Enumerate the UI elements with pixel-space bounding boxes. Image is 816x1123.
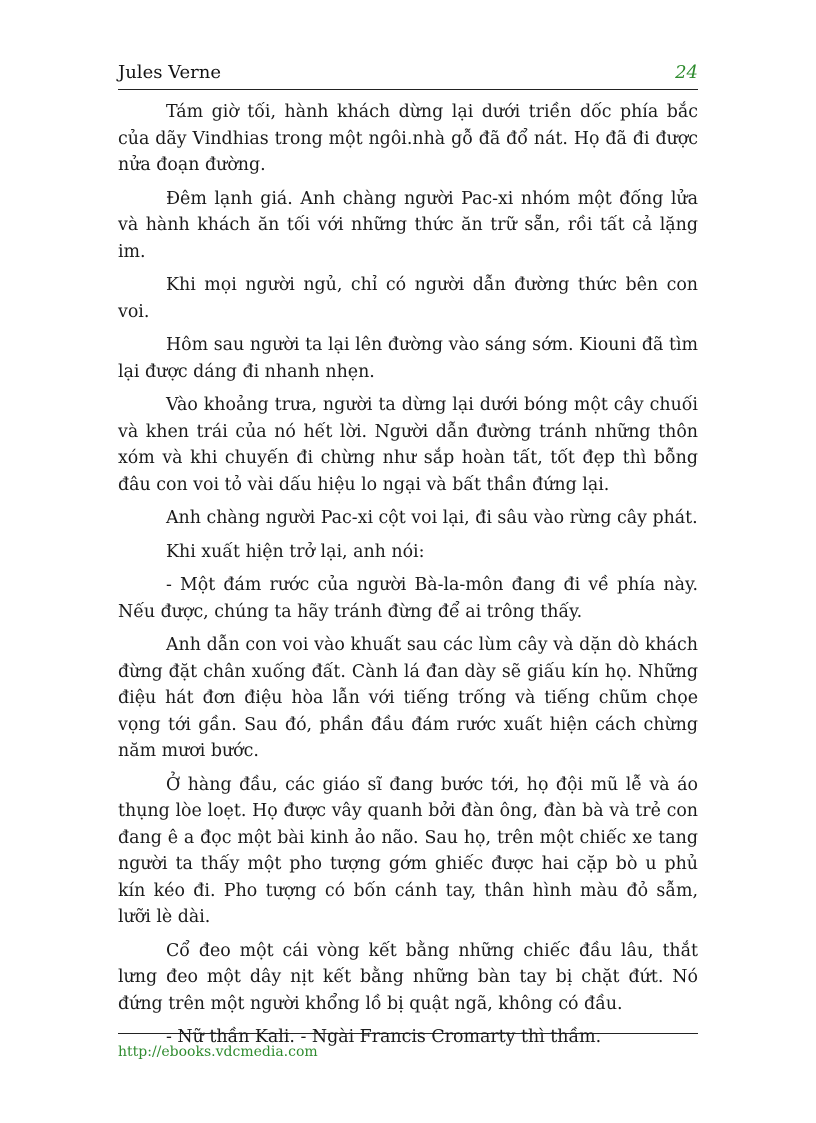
paragraph: Anh dẫn con voi vào khuất sau các lùm cây và dặn dò khách đừng đặt chân xuống đất. Cành lá đan dày sẽ giấu kín họ. Những điệu hát đơn điệu hòa lẫn với tiếng trống và tiếng chũm chọe vọng tới gần. Sau đó, phần đầu đám rước xuất hiện cách chừng năm mươi bước. (118, 635, 698, 761)
header-divider (118, 89, 698, 90)
paragraph: Hôm sau người ta lại lên đường vào sáng sớm. Kiouni đã tìm lại được dáng đi nhanh nhẹn. (118, 335, 698, 382)
footer-link[interactable]: http://ebooks.vdcmedia.com (118, 1044, 318, 1060)
header-author: Jules Verne (118, 62, 222, 83)
paragraph: Anh chàng người Pac-xi cột voi lại, đi sâu vào rừng cây phát. (166, 508, 698, 528)
paragraph: - Nữ thần Kali. - Ngài Francis Cromarty thì thầm. (166, 1027, 602, 1047)
paragraph: Khi xuất hiện trở lại, anh nói: (166, 541, 425, 562)
body-text (118, 99, 698, 1058)
page-number: 24 (675, 62, 698, 83)
paragraph: Vào khoảng trưa, người ta dừng lại dưới bóng một cây chuối và khen trái của nó hết lời. Người dẫn đường tránh những thôn xóm và khi chuyến đi chừng như sắp hoàn tất, tốt đẹp thì bỗng đâu con voi tỏ vài dấu hiệu lo ngại và bất thần đứng lại. (118, 395, 698, 495)
paragraph: Cổ đeo một cái vòng kết bằng những chiếc đầu lâu, thắt lưng đeo một dây nịt kết bằng những bàn tay bị chặt đứt. Nó đứng trên một người khổng lồ bị quật ngã, không có đầu. (118, 940, 698, 1014)
paragraph: Khi mọi người ngủ, chỉ có người dẫn đường thức bên con voi. (118, 275, 698, 322)
paragraph: - Một đám rước của người Bà-la-môn đang đi về phía này. Nếu được, chúng ta hãy tránh đừng để ai trông thấy. (118, 575, 698, 622)
paragraph: Tám giờ tối, hành khách dừng lại dưới triền dốc phía bắc của dãy Vindhias trong một ngôi.nhà gỗ đã đổ nát. Họ đã đi được nửa đoạn đường. (118, 102, 698, 175)
footer-divider (118, 1033, 698, 1034)
paragraph: Đêm lạnh giá. Anh chàng người Pac-xi nhóm một đống lửa và hành khách ăn tối với những thức ăn trữ sẵn, rồi tất cả lặng im. (118, 188, 698, 262)
paragraph: Ở hàng đầu, các giáo sĩ đang bước tới, họ đội mũ lễ và áo thụng lòe loẹt. Họ được vây quanh bởi đàn ông, đàn bà và trẻ con đang ê a đọc một bài kinh ảo não. Sau họ, trên một chiếc xe tang người ta thấy một pho tượng gớm ghiếc được hai cặp bò u phủ kín kéo đi. Pho tượng có bốn cánh tay, thân hình màu đỏ sẫm, lưỡi lè dài. (118, 774, 698, 927)
page-header (118, 62, 698, 88)
